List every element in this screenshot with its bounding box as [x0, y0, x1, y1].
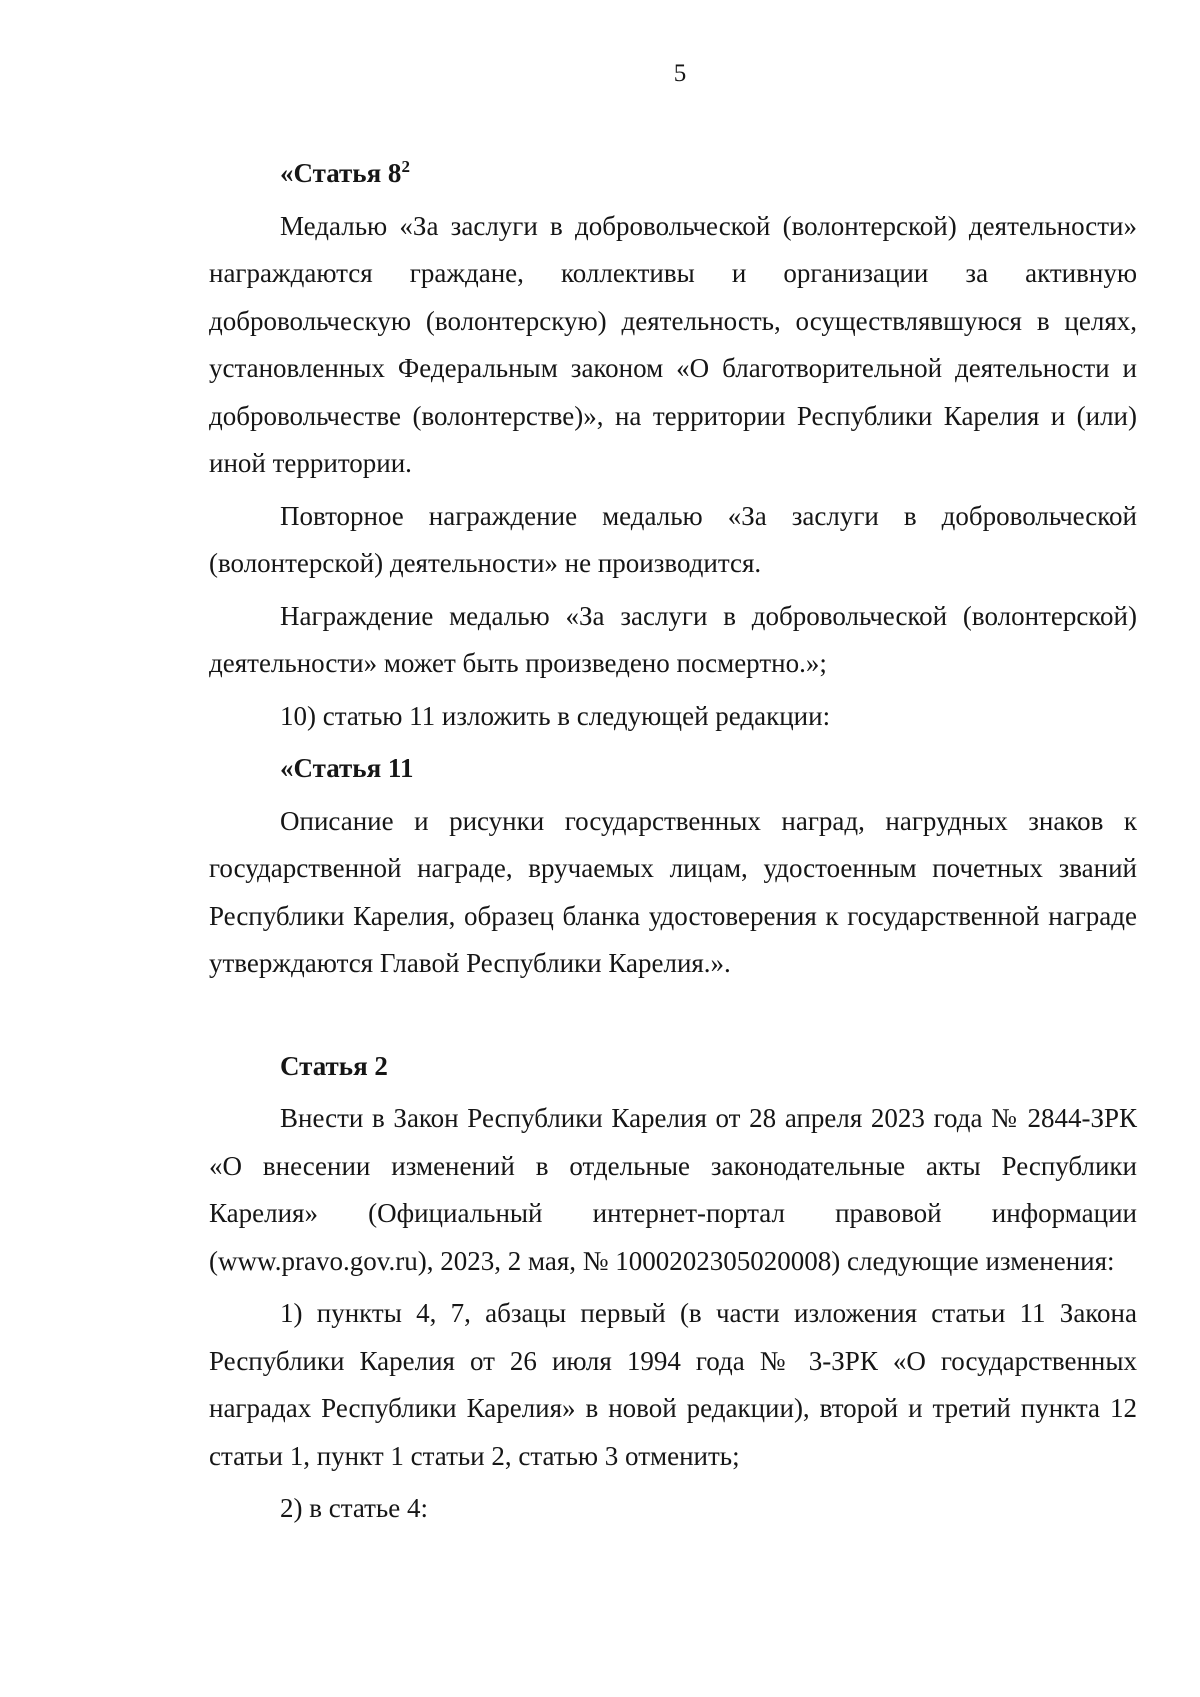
article-2-paragraph-1: Внести в Закон Республики Карелия от 28 апреля 2023 года № 2844-ЗРК «О внесении изменений в отдельные законодательные акты Республики Карелия» (Официальный интернет-портал правовой информации (www.pravo.gov.ru), 2023, 2 мая, № 1000202305020008) следующие изменения:: [209, 1103, 1137, 1276]
article-2-item-1: 1) пункты 4, 7, абзацы первый (в части изложения статьи 11 Закона Республики Карелия от 26 июля 1994 года № 3-ЗРК «О государственных наградах Республики Карелия» в новой редакции), второй и третий пункта 12 статьи 1, пункт 1 статьи 2, статью 3 отменить;: [209, 1298, 1137, 1471]
article-2-heading: Статья 2: [280, 1050, 388, 1081]
article-8-2-paragraph-2: Повторное награждение медалью «За заслуги в добровольческой (волонтерской) деятельности» не производится.: [209, 500, 1137, 578]
article-8-2-heading-superscript: 2: [401, 157, 410, 176]
article-11-heading: «Статья 11: [280, 753, 414, 783]
page-number: 5: [673, 60, 687, 87]
amendment-item-10: 10) статью 11 изложить в следующей редакции:: [280, 700, 831, 731]
document-body: [209, 150, 1137, 1533]
article-11-paragraph-1: Описание и рисунки государственных наград, нагрудных знаков к государственной награде, вручаемых лицам, удостоенным почетных званий Республики Карелия, образец бланка удостоверения к государственной награде утверждаются Главой Республики Карелия.».: [209, 805, 1137, 978]
article-8-2-heading-text: «Статья 8: [280, 158, 402, 188]
article-8-2-heading: [209, 150, 1137, 198]
article-2-item-2: 2) в статье 4:: [280, 1493, 428, 1523]
article-8-2-paragraph-1: Медалью «За заслуги в добровольческой (волонтерской) деятельности» награждаются граждане, коллективы и организации за активную добровольческую (волонтерскую) деятельность, осуществлявшуюся в целях, установленных Федеральным законом «О благотворительной деятельности и добровольчестве (волонтерстве)», на территории Республики Карелия и (или) иной территории.: [209, 210, 1137, 478]
article-8-2-paragraph-3: Награждение медалью «За заслуги в добровольческой (волонтерской) деятельности» может быть произведено посмертно.»;: [209, 600, 1137, 678]
